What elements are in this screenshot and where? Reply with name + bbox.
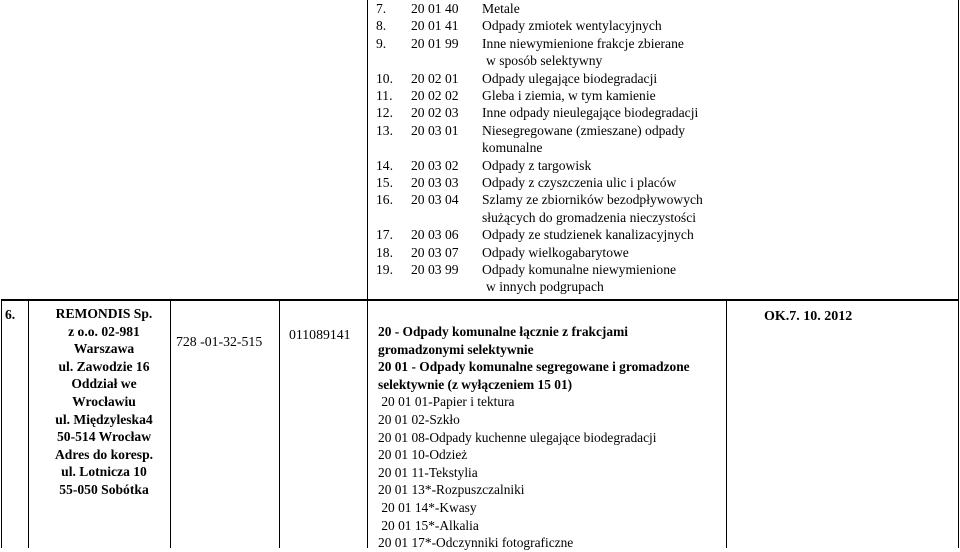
item-number: 11. [376,88,393,103]
waste-list-item [376,104,956,121]
company-address-line: Wrocławiu [72,393,136,409]
company-address-line: ul. Lotnicza 10 [61,464,147,480]
waste-code: 20 03 01 [411,122,459,138]
waste-list-item [376,87,956,104]
item-number: 10. [376,70,393,86]
company-address-line: ul. Międzyleska4 [55,411,153,427]
waste-description: Niesegregowane (zmieszane) odpady [482,122,686,138]
waste-list-item [376,0,956,17]
company-address-line: ul. Zawodzie 16 [58,358,150,374]
waste-type-line: gromadzonymi selektywnie [378,341,534,357]
waste-list-item [376,226,956,243]
company-address-line: REMONDIS Sp. [55,306,153,321]
waste-list-item [376,35,956,70]
company-address-line: Warszawa [73,341,135,357]
table-border-left-upper [367,0,368,300]
waste-description: Odpady wielkogabarytowe [482,244,629,260]
waste-type-line: 20 01 10-Odzież [378,447,468,463]
waste-type-line: 20 01 01-Papier i tektura [378,394,515,410]
waste-description: Inne odpady nieulegające biodegradacji [482,105,699,121]
table-border-right-upper [958,0,959,300]
waste-type-line: 20 01 14*-Kwasy [378,500,477,515]
waste-description: Odpady z targowisk [482,157,592,173]
waste-code: 20 03 99 [411,262,459,277]
waste-description: Inne niewymienione frakcje zbierane [482,35,684,51]
waste-code: 20 02 01 [411,70,459,86]
item-number: 17. [376,227,393,243]
row-number: 6. [5,307,16,322]
waste-code: 20 03 04 [411,192,459,208]
waste-type-line: 20 01 - Odpady komunalne segregowane i gromadzone [378,359,690,375]
waste-description: Metale [482,1,520,16]
table-row-divider [1,299,959,301]
waste-description-continued: służących do gromadzenia nieczystości [482,209,697,225]
waste-type-line: 20 01 11-Tekstylia [378,464,478,480]
item-number: 8. [376,18,387,34]
item-number: 12. [376,105,393,121]
nip-number: 728 -01-32-515 [176,334,263,349]
table-border-right [958,299,959,548]
waste-list-item [376,261,956,296]
company-address-line: 55-050 Sobótka [59,481,149,497]
waste-description: Gleba i ziemia, w tym kamienie [482,88,656,103]
waste-description: Odpady zmiotek wentylacyjnych [482,18,662,34]
waste-code: 20 02 02 [411,88,459,103]
waste-description: Szlamy ze zbiorników bezodpływowych [482,192,703,208]
item-number: 18. [376,244,393,260]
waste-type-line: 20 01 13*-Rozpuszczalniki [378,482,525,498]
waste-list-item [376,244,956,261]
waste-type-line: 20 01 02-Szkło [378,412,460,427]
company-address-line: Oddział we [71,376,137,392]
item-number: 9. [376,35,387,51]
waste-type-line: selektywnie (z wyłączeniem 15 01) [378,376,573,392]
item-number: 7. [376,1,387,16]
company-address-line: Adres do koresp. [54,446,154,462]
item-number: 19. [376,262,393,277]
waste-code: 20 03 02 [411,157,459,173]
table-border-left [1,299,2,548]
waste-code: 20 01 40 [411,1,459,16]
waste-code: 20 01 99 [411,35,459,51]
company-address-line: 50-514 Wrocław [56,429,152,445]
item-number: 14. [376,157,393,173]
waste-description-continued: w innych podgrupach [486,279,604,295]
waste-list-item [376,174,956,191]
waste-list-item [376,122,956,157]
waste-code: 20 03 07 [411,244,459,260]
decision-date: OK.7. 10. 2012 [764,309,853,324]
item-number: 15. [376,175,393,190]
column-divider-4 [367,299,368,548]
waste-code: 20 02 03 [411,105,459,121]
waste-code: 20 01 41 [411,18,459,34]
waste-type-line: 20 01 08-Odpady kuchenne ulegające biodegradacji [378,429,657,445]
waste-description: Odpady ze studzienek kanalizacyjnych [482,227,694,243]
waste-list-item [376,17,956,34]
waste-description-continued: komunalne [482,140,543,156]
company-address-line: z o.o. 02-981 [68,323,140,339]
waste-type-line: 20 01 15*-Alkalia [378,517,479,533]
regon-number: 011089141 [289,327,351,342]
item-number: 13. [376,122,393,138]
waste-description: Odpady komunalne niewymienione [482,262,677,277]
column-divider-5 [726,299,727,548]
company-address-cell [34,305,174,499]
column-divider-1 [28,299,29,548]
waste-list-item [376,191,956,226]
waste-type-line: 20 01 17*-Odczynniki fotograficzne [378,535,574,551]
waste-list-item [376,157,956,174]
waste-description-continued: w sposób selektywny [486,53,603,69]
item-number: 16. [376,192,393,208]
column-divider-3 [279,299,280,548]
waste-list-item [376,70,956,87]
waste-description: Odpady z czyszczenia ulic i placów [482,175,677,190]
waste-code: 20 03 03 [411,175,459,190]
waste-type-line: 20 - Odpady komunalne łącznie z frakcjami [378,324,628,339]
waste-description: Odpady ulegające biodegradacji [482,70,658,86]
waste-code: 20 03 06 [411,227,459,243]
